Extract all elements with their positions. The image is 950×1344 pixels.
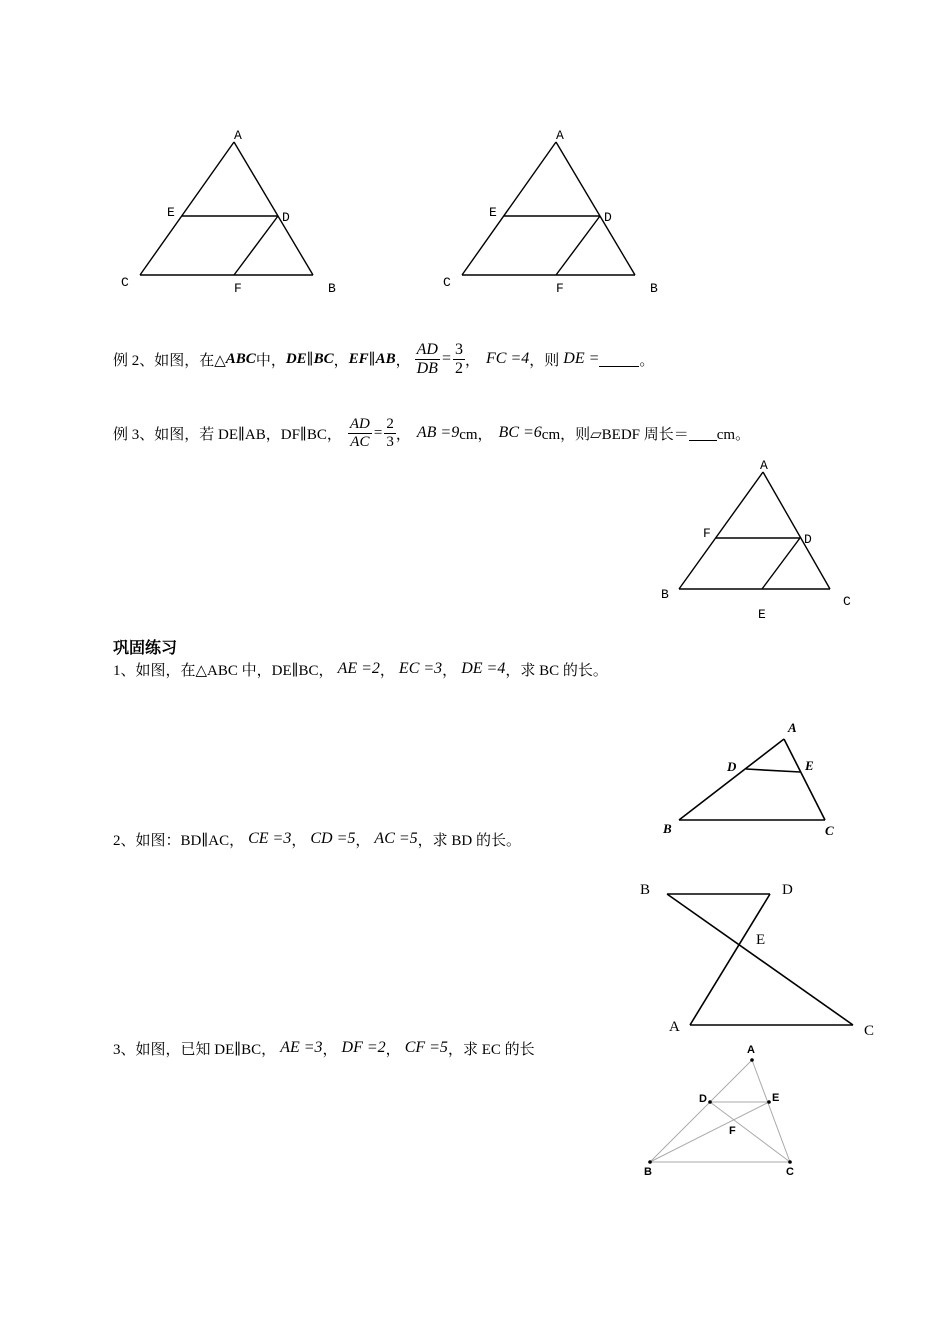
label-b: B [644, 1166, 652, 1178]
q2-cd: CD =5 [310, 830, 356, 847]
ex3-ab: AB =9 [416, 424, 460, 441]
q1-de: DE =4 [461, 660, 506, 677]
ex2-parallel-2: ∥ [368, 351, 376, 368]
q3-ae: AE =3 [280, 1039, 323, 1056]
figure-exercise-1 [655, 715, 845, 840]
label-b: B [650, 281, 658, 296]
label-a: A [760, 458, 768, 473]
ex2-answer-blank [599, 352, 639, 367]
q1-prefix: 1、如图，在△ABC 中，DE∥BC， [113, 662, 334, 679]
label-d: D [282, 210, 290, 225]
label-e: E [489, 205, 497, 220]
label-a: A [747, 1044, 755, 1056]
label-c: C [864, 1023, 875, 1039]
label-b: B [640, 882, 651, 898]
ex3-equals: = [373, 424, 383, 441]
label-c: C [443, 275, 451, 290]
label-d: D [782, 882, 793, 898]
q1-suffix: ，求 BC 的长。 [505, 662, 608, 679]
ex2-prefix: 例 2、如图，在△ [113, 352, 226, 369]
ex2-bc: BC [313, 350, 334, 367]
ex3-end: cm。 [716, 426, 751, 443]
figure-exercise-2 [630, 875, 885, 1045]
label-c: C [121, 275, 129, 290]
label-f: F [729, 1125, 736, 1137]
ex2-parallel-1: ∥ [306, 351, 314, 368]
label-a: A [788, 720, 797, 735]
ex2-ab: AB [375, 350, 396, 367]
label-b: B [663, 821, 672, 836]
ex2-de-eq: DE = [563, 350, 600, 367]
q3-prefix: 3、如图，已知 DE∥BC， [113, 1041, 277, 1058]
label-f: F [234, 281, 242, 296]
q3-suffix: ，求 EC 的长 [447, 1041, 535, 1058]
ex2-ratio: $\frac{AD}{DB}$ [416, 340, 438, 377]
ex3-answer-blank [689, 426, 717, 441]
label-d: D [699, 1093, 707, 1105]
label-e: E [772, 1092, 780, 1104]
example-3 [113, 408, 750, 458]
q3-comma-1: ， [322, 1041, 338, 1058]
figure-top-right [432, 120, 672, 300]
ex2-de: DE [285, 350, 307, 367]
label-a: A [556, 128, 564, 143]
label-c: C [786, 1166, 794, 1178]
label-b: B [661, 587, 669, 602]
label-d: D [727, 759, 737, 774]
figure-example-3 [650, 452, 870, 627]
label-f: F [703, 526, 711, 541]
ex3-unit-2: cm，则 [541, 426, 591, 443]
q1-ec: EC =3 [398, 660, 443, 677]
q2-ac: AC =5 [374, 830, 418, 847]
label-b: B [328, 281, 336, 296]
ex2-comma-2: ， [395, 352, 411, 369]
ex3-ratio-value: $\frac{2}{3}$ [386, 415, 394, 450]
label-f: F [556, 281, 564, 296]
ex3-comma: ， [395, 426, 411, 443]
q1-comma-1: ， [379, 662, 395, 679]
q1-ae: AE =2 [337, 660, 380, 677]
figure-top-left [110, 120, 350, 300]
q2-comma-1: ， [291, 832, 307, 849]
ex3-perimeter: ▱BEDF 周长＝ [590, 426, 689, 443]
ex3-bc: BC =6 [498, 424, 542, 441]
ex2-comma-1: ， [333, 352, 349, 369]
q2-comma-2: ， [355, 832, 371, 849]
q3-cf: CF =5 [404, 1039, 448, 1056]
ex2-ratio-value: $\frac{3}{2}$ [454, 340, 463, 377]
ex2-comma-3: ， [464, 352, 480, 369]
label-c: C [825, 823, 834, 838]
ex3-unit-1: cm， [459, 426, 493, 443]
ex2-equals: = [441, 350, 451, 367]
ex2-fc: FC =4 [486, 350, 530, 367]
ex2-triangle: ABC [225, 350, 256, 367]
label-e: E [167, 205, 175, 220]
example-2 [113, 334, 654, 384]
ex3-prefix: 例 3、如图，若 DE∥AB，DF∥BC， [113, 426, 342, 443]
figure-exercise-3 [635, 1040, 815, 1180]
q2-prefix: 2、如图：BD∥AC， [113, 832, 245, 849]
label-e: E [758, 607, 766, 622]
label-a: A [234, 128, 242, 143]
ex2-mid: 中， [255, 352, 286, 369]
q1-comma-2: ， [442, 662, 458, 679]
label-c: C [843, 594, 851, 609]
label-d: D [804, 532, 812, 547]
ex3-ratio: $\frac{AD}{AC}$ [349, 415, 370, 450]
q3-comma-2: ， [385, 1041, 401, 1058]
label-e: E [805, 758, 814, 773]
exercise-1 [113, 656, 608, 682]
practice-heading: 巩固练习 [113, 640, 178, 657]
exercise-2 [113, 826, 521, 852]
label-e: E [756, 932, 766, 948]
ex2-ef: EF [348, 350, 369, 367]
q2-suffix: ，求 BD 的长。 [417, 832, 522, 849]
q3-df: DF =2 [341, 1039, 386, 1056]
q2-ce: CE =3 [248, 830, 292, 847]
label-a: A [669, 1019, 680, 1035]
ex2-end: 。 [639, 352, 655, 369]
label-d: D [604, 210, 612, 225]
ex2-then: ，则 [529, 352, 560, 369]
exercise-3 [113, 1035, 535, 1061]
